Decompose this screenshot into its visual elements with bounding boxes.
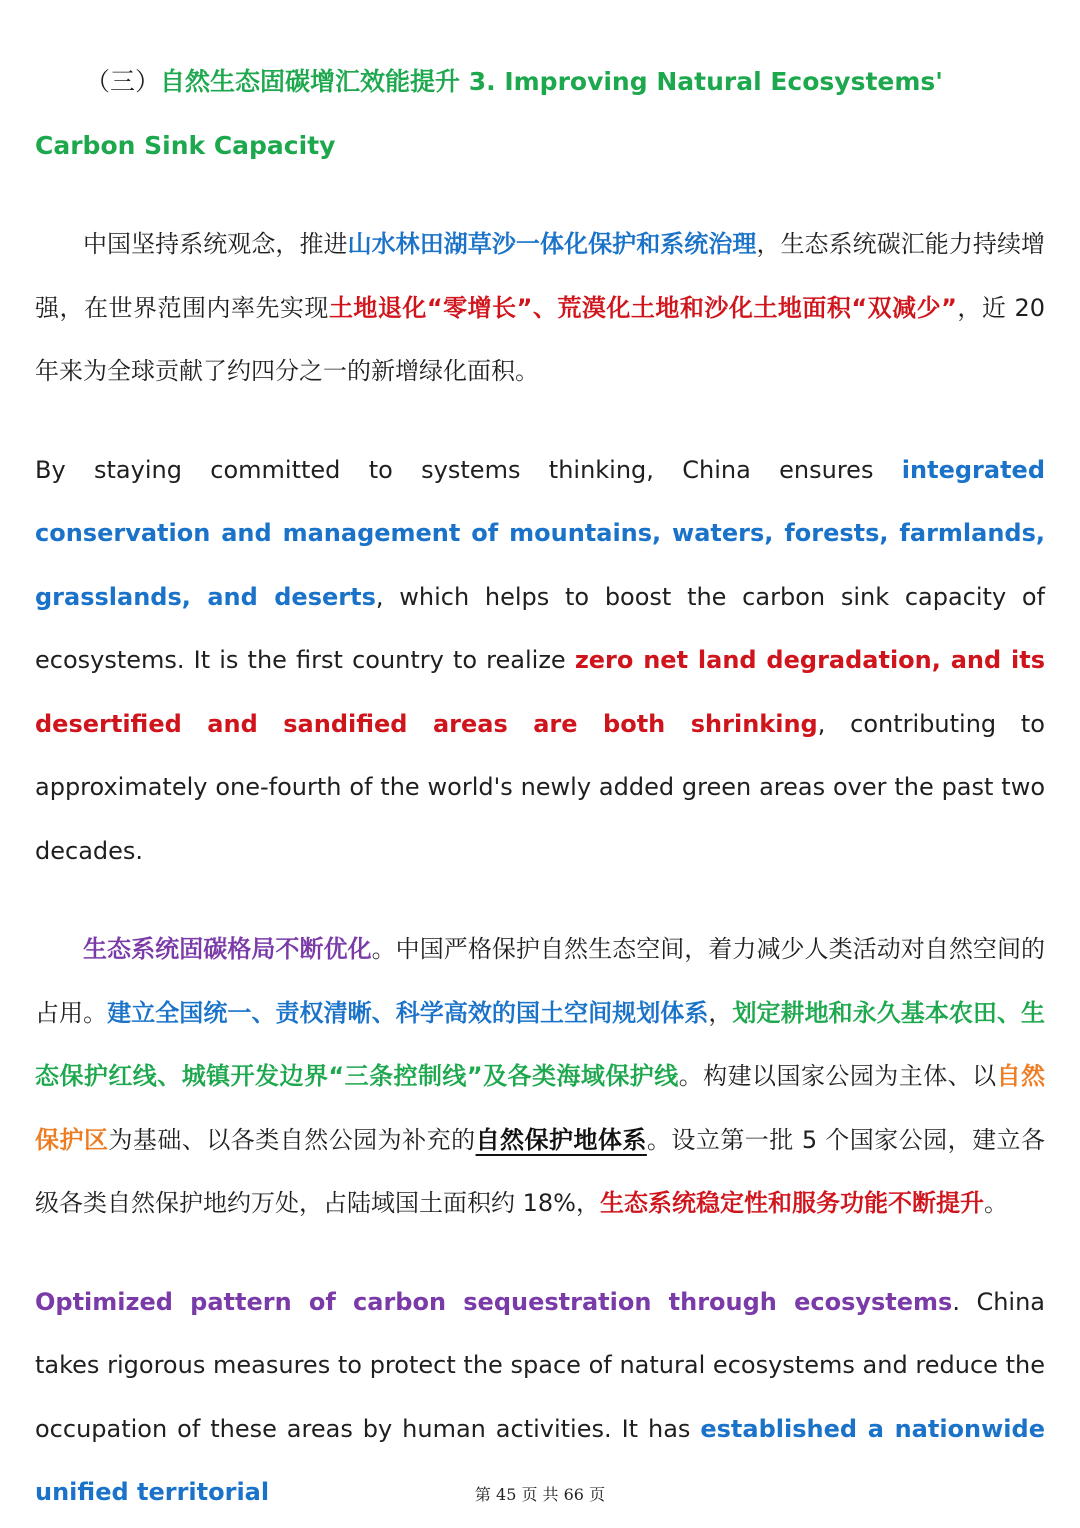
highlight-carbon-pattern: 生态系统固碳格局不断优化 bbox=[83, 935, 372, 963]
text: 为基础、以各类自然公园为补充的 bbox=[108, 1125, 476, 1154]
highlight-integrated-conservation: integrated conservation and management of mountains, waters, forests, farmlands, grasslands, and deserts bbox=[35, 455, 1045, 611]
highlight-protected-area-system: 自然保护地体系 bbox=[475, 1125, 647, 1154]
text: ，生态系统碳汇能力持续增强，在世界范围内率先实现 bbox=[35, 230, 1046, 322]
page-footer: 第 45 页 共 66 页 bbox=[474, 1485, 606, 1504]
section-number: （三） bbox=[85, 67, 161, 96]
highlight-zero-net-degradation: zero net land degradation, and its desertified and sandified areas are both shrinking bbox=[35, 646, 1046, 738]
section-heading bbox=[35, 50, 1045, 178]
highlight-ecosystem-stability: 生态系统稳定性和服务功能不断提升 bbox=[599, 1189, 984, 1217]
highlight-planning-system: 建立全国统一、责权清晰、科学高效的国土空间规划体系 bbox=[107, 998, 709, 1027]
section-title: 自然生态固碳增汇效能提升 3. Improving Natural Ecosystems' Carbon Sink Capacity bbox=[35, 67, 943, 160]
text: , contributing to approximately one-fourth of the world's newly added green areas over the past two decades. bbox=[35, 709, 1045, 865]
text: 。构建以国家公园为主体、以 bbox=[678, 1062, 997, 1090]
text: 。 bbox=[983, 1189, 1008, 1217]
text: , which helps to boost the carbon sink capacity of ecosystems. It is the first country to realize bbox=[35, 582, 1046, 674]
paragraph-chinese-2 bbox=[35, 918, 1045, 1236]
highlight-optimized-pattern: Optimized pattern of carbon sequestration through ecosystems bbox=[35, 1287, 953, 1316]
paragraph-english-1 bbox=[35, 439, 1045, 884]
highlight-nature-reserve: 自然保护区 bbox=[35, 1062, 1046, 1154]
text: ， bbox=[708, 998, 733, 1027]
highlight-control-lines: 划定耕地和永久基本农田、生态保护红线、城镇开发边界“三条控制线”及各类海域保护线 bbox=[35, 998, 1046, 1090]
text: ，近 20 年来为全球贡献了约四分之一的新增绿化面积。 bbox=[35, 293, 1046, 385]
text: By staying committed to systems thinking, China ensures bbox=[35, 455, 902, 484]
highlight-integrated-protection: 山水林田湖草沙一体化保护和系统治理 bbox=[347, 230, 757, 258]
text: . China takes rigorous measures to protect the space of natural ecosystems and reduce the occupation of these areas by human activities. It has bbox=[35, 1287, 1046, 1443]
text: 。中国严格保护自然生态空间，着力减少人类活动对自然空间的占用。 bbox=[35, 935, 1046, 1027]
paragraph-chinese-1 bbox=[35, 213, 1045, 404]
text: 。设立第一批 5 个国家公园，建立各级各类自然保护地约万处，占陆域国土面积约 18%， bbox=[35, 1125, 1046, 1217]
document-page bbox=[35, 50, 1045, 1525]
highlight-territorial-system: established a nationwide unified territorial bbox=[35, 1414, 1045, 1506]
text: 中国坚持系统观念，推进 bbox=[83, 230, 348, 258]
highlight-zero-growth: 土地退化“零增长”、荒漠化土地和沙化土地面积“双减少” bbox=[328, 293, 957, 322]
